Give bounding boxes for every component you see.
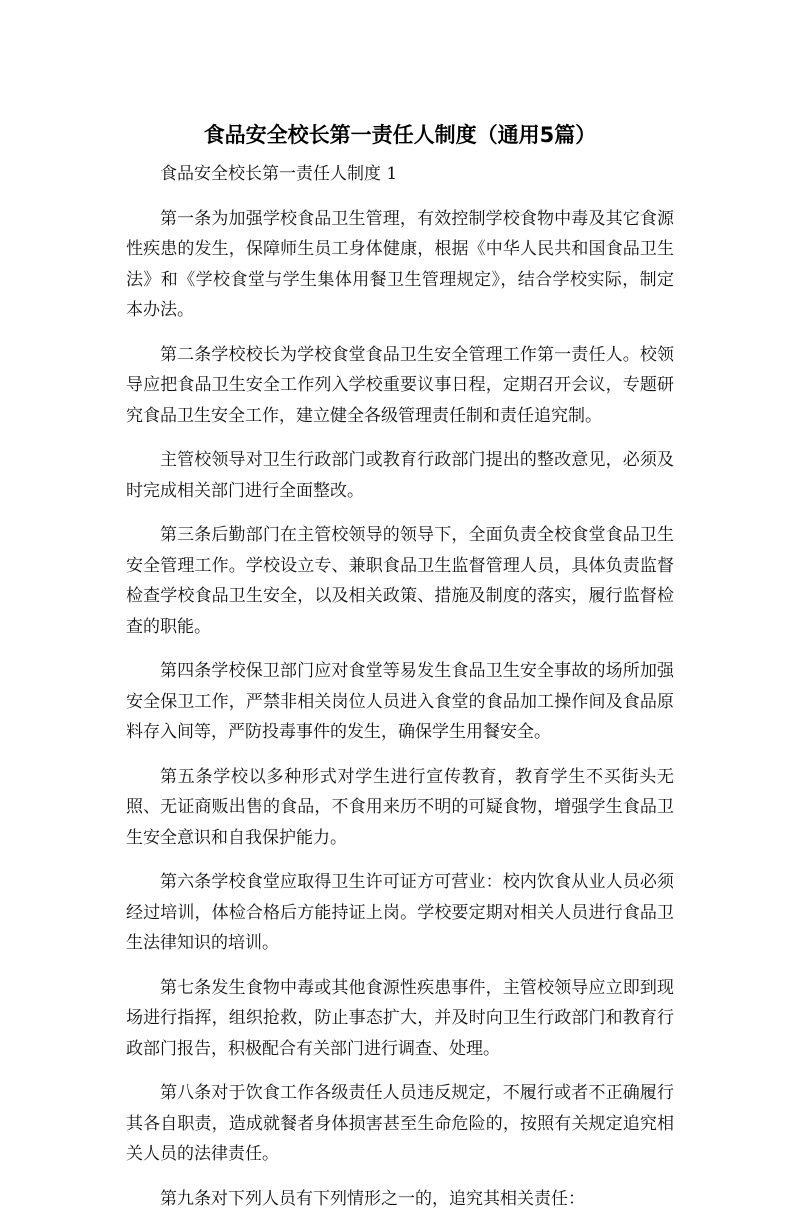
document-title: 食品安全校长第一责任人制度（通用5篇） (203, 123, 597, 147)
document-body (126, 159, 674, 1228)
paragraph-article-3: 第三条后勤部门在主管校领导的领导下，全面负责全校食堂食品卫生安全管理工作。学校设立专、兼职食品卫生监督管理人员，具体负责监督检查学校食品卫生安全，以及相关政策、措施及制度的落实，履行监督检查的职能。 (126, 525, 674, 637)
paragraph-article-1: 第一条为加强学校食品卫生管理，有效控制学校食物中毒及其它食源性疾患的发生，保障师生员工身体健康，根据《中华人民共和国食品卫生法》和《学校食堂与学生集体用餐卫生管理规定》，结合学校实际，制定本办法。 (126, 208, 674, 320)
paragraph-article-7: 第七条发生食物中毒或其他食源性疾患事件，主管校领导应立即到现场进行指挥，组织抢救，防止事态扩大，并及时向卫生行政部门和教育行政部门报告，积极配合有关部门进行调查、处理。 (126, 977, 674, 1059)
paragraph-article-2-supplement: 主管校领导对卫生行政部门或教育行政部门提出的整改意见，必须及时完成相关部门进行全面整改。 (126, 450, 674, 501)
paragraph-article-6: 第六条学校食堂应取得卫生许可证方可营业：校内饮食从业人员必须经过培训，体检合格后方能持证上岗。学校要定期对相关人员进行食品卫生法律知识的培训。 (126, 872, 674, 953)
paragraph-article-4: 第四条学校保卫部门应对食堂等易发生食品卫生安全事故的场所加强安全保卫工作，严禁非相关岗位人员进入食堂的食品加工操作间及食品原料存入间等，严防投毒事件的发生，确保学生用餐安全。 (126, 661, 674, 742)
paragraph-article-9: 第九条对下列人员有下列情形之一的，追究其相关责任： (160, 1188, 585, 1209)
paragraph-article-2: 第二条学校校长为学校食堂食品卫生安全管理工作第一责任人。校领导应把食品卫生安全工作列入学校重要议事日程，定期召开会议，专题研究食品卫生安全工作，建立健全各级管理责任制和责任追究制。 (126, 344, 674, 426)
paragraph-article-8: 第八条对于饮食工作各级责任人员违反规定，不履行或者不正确履行其各自职责，造成就餐者身体损害甚至生命危险的，按照有关规定追究相关人员的法律责任。 (126, 1083, 674, 1164)
paragraph-article-5: 第五条学校以多种形式对学生进行宣传教育，教育学生不买街头无照、无证商贩出售的食品，不食用来历不明的可疑食物，增强学生食品卫生安全意识和自我保护能力。 (126, 766, 674, 848)
paragraph-section-heading: 食品安全校长第一责任人制度 1 (160, 164, 398, 184)
